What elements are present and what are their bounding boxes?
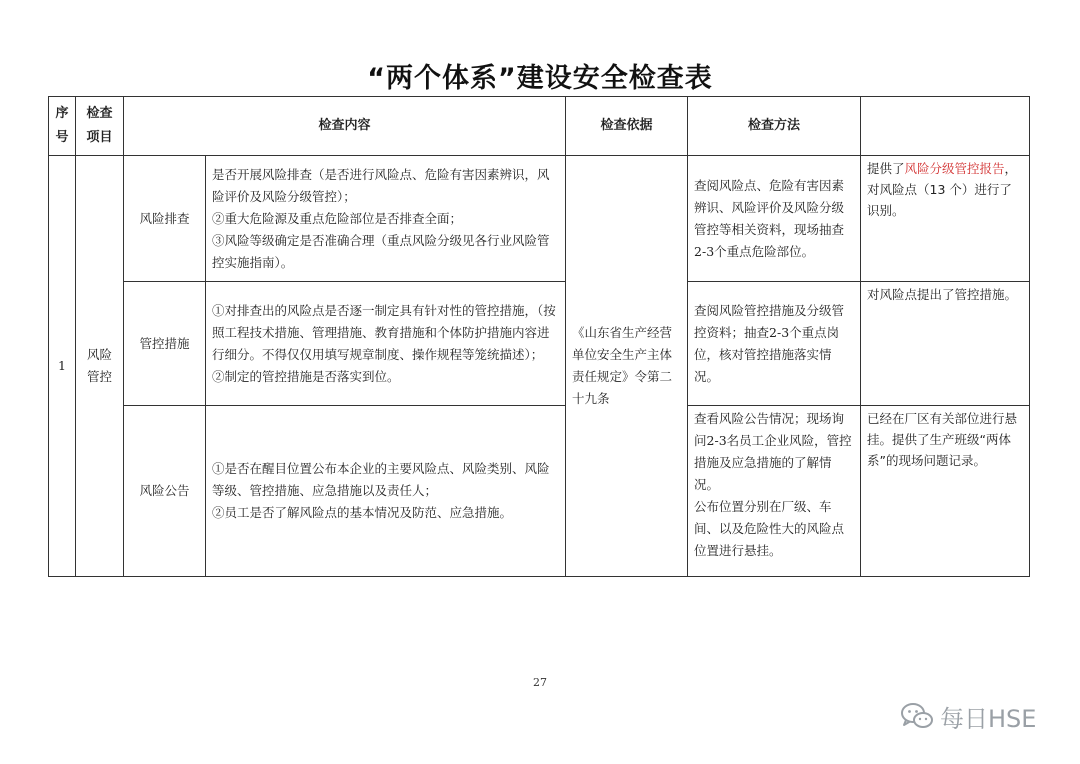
page-title: “两个体系”建设安全检查表 bbox=[367, 63, 713, 94]
header-row bbox=[49, 97, 1030, 156]
header-basis: 检查依据 bbox=[566, 97, 688, 156]
check-result bbox=[861, 156, 1030, 282]
table-row bbox=[49, 282, 1030, 406]
subitem-label: 风险排查 bbox=[124, 156, 206, 282]
check-content bbox=[206, 156, 566, 282]
check-result: 已经在厂区有关部位进行悬挂。提供了生产班级“两体系”的现场问题记录。 bbox=[861, 406, 1030, 577]
content-line: ①对排查出的风险点是否逐一制定具有针对性的管控措施，（按照工程技术措施、管理措施、教育措施和个体防护措施内容进行细分。不得仅仅用填写规章制度、操作规程等笼统描述）； bbox=[212, 302, 556, 362]
inspection-table bbox=[48, 96, 1030, 577]
subitem-label: 风险公告 bbox=[124, 406, 206, 577]
watermark bbox=[900, 698, 1036, 734]
watermark-text: 每日HSE bbox=[940, 704, 1037, 733]
check-method bbox=[688, 406, 861, 577]
risk-report-highlight: 风险分级管控报告 bbox=[904, 161, 1005, 176]
section-number: 1 bbox=[49, 156, 76, 577]
header-content: 检查内容 bbox=[124, 97, 566, 156]
header-item: 检查项目 bbox=[76, 97, 124, 156]
check-result: 对风险点提出了管控措施。 bbox=[861, 282, 1030, 406]
check-content bbox=[206, 406, 566, 577]
result-prefix: 提供了 bbox=[867, 161, 905, 176]
check-basis: 《山东省生产经营单位安全生产主体责任规定》令第二十九条 bbox=[566, 156, 688, 577]
header-no: 序号 bbox=[49, 97, 76, 156]
wechat-icon bbox=[900, 702, 934, 730]
page-number: 27 bbox=[533, 676, 547, 689]
content-line: ①是否在醒目位置公布本企业的主要风险点、风险类别、风险等级、管控措施、应急措施以及责任人； bbox=[212, 461, 550, 498]
method-text: 查看风险公告情况；现场询问2-3名员工企业风险，管控措施及应急措施的了解情况。 bbox=[694, 411, 852, 492]
header-result bbox=[861, 97, 1030, 156]
header-method: 检查方法 bbox=[688, 97, 861, 156]
subitem-label: 管控措施 bbox=[124, 282, 206, 406]
method-text: 公布位置分别在厂级、车间、以及危险性大的风险点位置进行悬挂。 bbox=[694, 499, 845, 558]
content-line: ②重大危险源及重点危险部位是否排查全面； bbox=[212, 210, 463, 226]
table-row bbox=[49, 406, 1030, 577]
result-suffix: ，对风险点（13 个）进行了识别。 bbox=[867, 161, 1018, 218]
content-line: ②制定的管控措施是否落实到位。 bbox=[212, 368, 400, 384]
table-row bbox=[49, 156, 1030, 282]
content-line: ②员工是否了解风险点的基本情况及防范、应急措施。 bbox=[212, 505, 513, 520]
section-item: 风险管控 bbox=[76, 156, 124, 577]
content-line: ③风险等级确定是否准确合理（重点风险分级见各行业风险管控实施指南）。 bbox=[212, 232, 550, 270]
content-line: 是否开展风险排查（是否进行风险点、危险有害因素辨识，风险评价及风险分级管控）； bbox=[212, 166, 550, 204]
check-method: 查阅风险点、危险有害因素辨识、风险评价及风险分级管控等相关资料，现场抽查2-3个重点危险部位。 bbox=[688, 156, 861, 282]
check-content bbox=[206, 282, 566, 406]
check-method: 查阅风险管控措施及分级管控资料；抽查2-3个重点岗位，核对管控措施落实情况。 bbox=[688, 282, 861, 406]
